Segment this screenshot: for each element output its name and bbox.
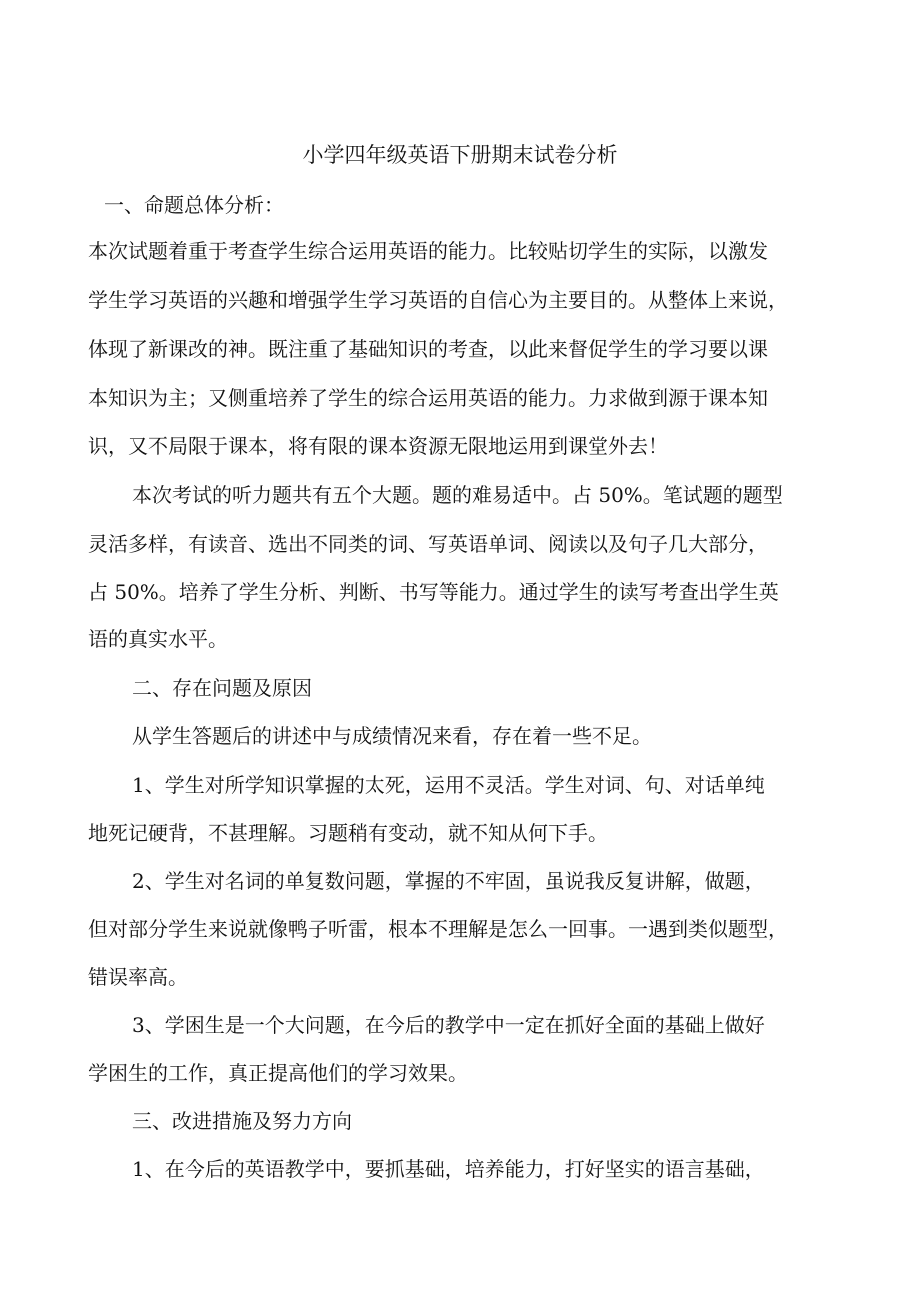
paragraph-line: 占 50%。培养了学生分析、判断、书写等能力。通过学生的读写考查出学生英 [88,580,779,604]
paragraph-line: 学生学习英语的兴趣和增强学生学习英语的自信心为主要目的。从整体上来说， [88,288,788,312]
paragraph-line: 1、在今后的英语教学中，要抓基础，培养能力，打好坚实的语言基础， [132,1157,765,1181]
paragraph-line: 1、学生对所学知识掌握的太死，运用不灵活。学生对词、句、对话单纯 [132,773,765,797]
section-heading-improvements: 三、改进措施及努力方向 [132,1109,352,1133]
paragraph-line: 从学生答题后的讲述中与成绩情况来看，存在着一些不足。 [132,724,652,748]
paragraph-line: 体现了新课改的神。既注重了基础知识的考查，以此来督促学生的学习要以课 [88,337,768,361]
section-heading-problems: 二、存在问题及原因 [132,676,312,700]
paragraph-line: 本知识为主；又侧重培养了学生的综合运用英语的能力。力求做到源于课本知 [88,386,768,410]
paragraph-line: 本次试题着重于考查学生综合运用英语的能力。比较贴切学生的实际，以激发 [88,239,768,263]
paragraph-line: 本次考试的听力题共有五个大题。题的难易适中。占 50%。笔试题的题型 [132,483,783,507]
paragraph-line: 但对部分学生来说就像鸭子听雷，根本不理解是怎么一回事。一遇到类似题型， [88,917,788,941]
paragraph-line: 地死记硬背，不甚理解。习题稍有变动，就不知从何下手。 [88,821,608,845]
section-heading-analysis: 一、命题总体分析： [104,193,284,217]
paragraph-line: 学困生的工作，真正提高他们的学习效果。 [88,1061,468,1085]
paragraph-line: 2、学生对名词的单复数问题，掌握的不牢固，虽说我反复讲解，做题， [132,869,765,893]
paragraph-line: 灵活多样，有读音、选出不同类的词、写英语单词、阅读以及句子几大部分， [88,532,768,556]
document-title: 小学四年级英语下册期末试卷分析 [302,143,618,167]
paragraph-line: 3、学困生是一个大问题，在今后的教学中一定在抓好全面的基础上做好 [132,1013,765,1037]
paragraph-line: 识，又不局限于课本，将有限的课本资源无限地运用到课堂外去！ [88,434,668,458]
paragraph-line: 错误率高。 [88,965,188,989]
paragraph-line: 语的真实水平。 [88,627,228,651]
